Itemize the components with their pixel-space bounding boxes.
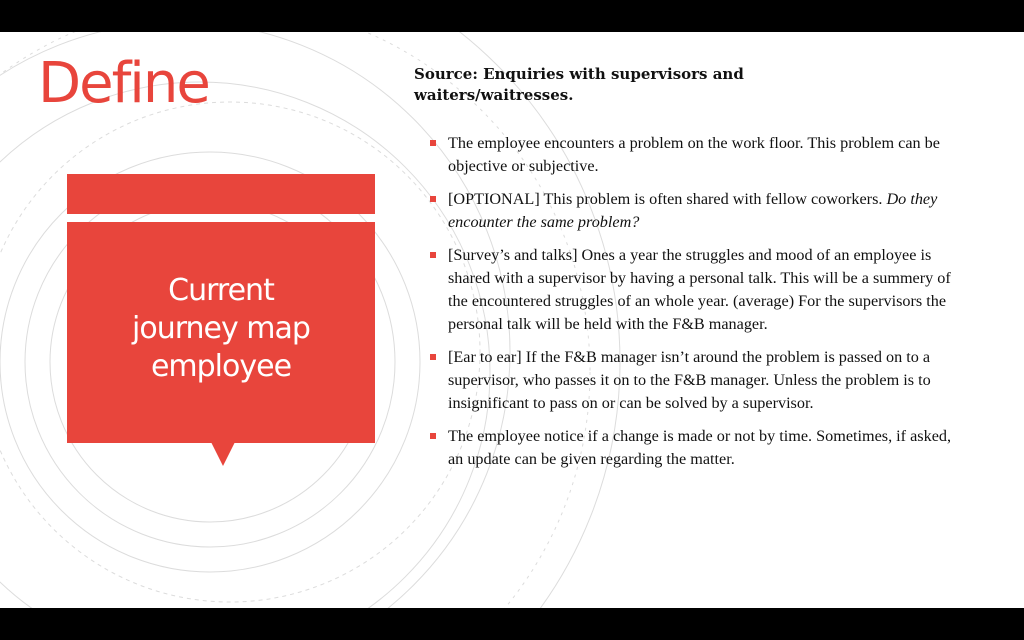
bullet-square-icon [430,140,436,146]
source-line-2: waiters/waitresses. [414,86,574,104]
bullet-item [430,346,960,415]
bullet-italic-text: Do they encounter the same problem? [448,190,938,231]
bullet-item [430,188,960,234]
slide [0,32,1024,608]
bullet-item [430,425,960,471]
bullet-text: [Ear to ear] If the F&B manager isn’t around the problem is passed on to a supervisor, who passes it on to the F&B manager. Unless the problem is to insignificant to pass on or can be solved by a supervisor. [448,348,931,412]
bullet-square-icon [430,196,436,202]
bullet-text: [Survey’s and talks] Ones a year the struggles and mood of an employee is shared with a supervisor by having a personal talk. This will be a summery of the encountered struggles of an whole year. (average) For the supervisors the personal talk will be held with the F&B manager. [448,246,951,333]
bullet-item [430,244,960,336]
bullet-text: The employee encounters a problem on the work floor. This problem can be objective or subjective. [448,134,940,175]
bullet-square-icon [430,354,436,360]
callout-text [67,272,375,386]
callout-line-2: journey map [132,311,310,346]
source-heading [414,64,834,106]
callout-line-3: employee [150,349,292,384]
section-callout-box [67,222,375,443]
bullet-square-icon [430,252,436,258]
callout-line-1: Current [168,273,274,308]
bullet-list [430,132,960,481]
bullet-text: The employee notice if a change is made or not by time. Sometimes, if asked, an update can be given regarding the matter. [448,427,952,468]
source-line-1: Source: Enquiries with supervisors and [414,65,744,83]
callout-pointer [211,442,235,466]
bullet-item [430,132,960,178]
accent-strip [67,174,375,214]
bullet-square-icon [430,433,436,439]
slide-title: Define [38,51,209,116]
bullet-text: [OPTIONAL] This problem is often shared with fellow coworkers. [448,190,887,208]
